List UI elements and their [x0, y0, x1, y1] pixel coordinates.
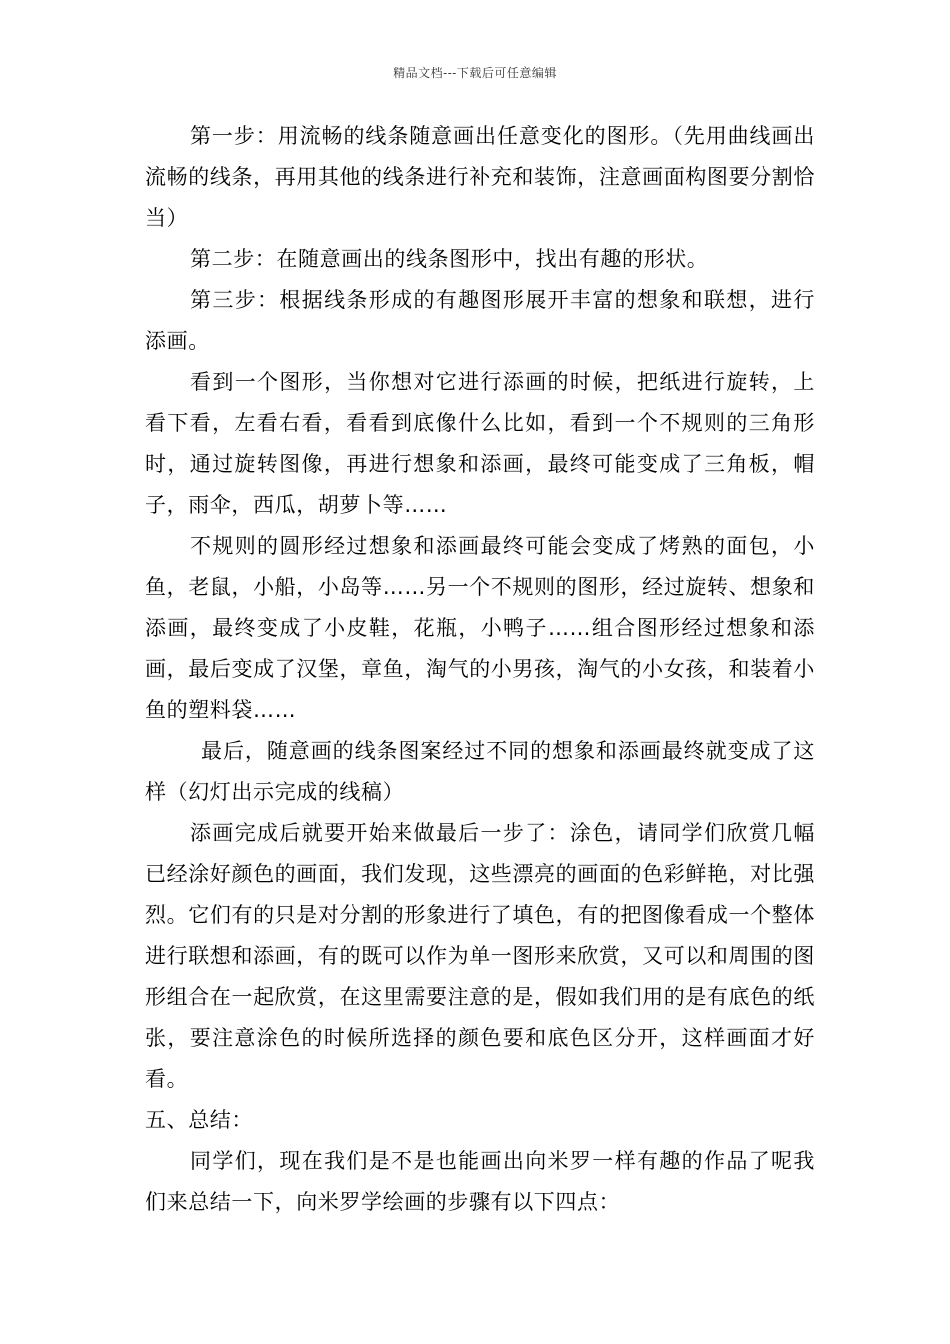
paragraph-rotate-example: 看到一个图形，当你想对它进行添画的时候，把纸进行旋转，上看下看，左看右看，看看到底像什么比如，看到一个不规则的三角形时，通过旋转图像，再进行想象和添画，最终可能变成了三角板，帽子，雨伞，西瓜，胡萝卜等…… — [145, 370, 815, 517]
paragraph-summary: 同学们，现在我们是不是也能画出向米罗一样有趣的作品了呢我们来总结一下，向米罗学绘画的步骤有以下四点： — [145, 1149, 815, 1214]
paragraph-step-three: 第三步：根据线条形成的有趣图形展开丰富的想象和联想，进行添画。 — [145, 288, 815, 353]
page-header: 精品文档---下载后可任意编辑 — [393, 66, 557, 80]
paragraph-irregular-shapes: 不规则的圆形经过想象和添画最终可能会变成了烤熟的面包，小鱼，老鼠，小船，小岛等……另一个不规则的图形，经过旋转、想象和添画，最终变成了小皮鞋，花瓶，小鸭子……组合图形经过想象和添画，最后变成了汉堡，章鱼，淘气的小男孩，淘气的小女孩，和装着小鱼的塑料袋…… — [145, 534, 815, 722]
paragraph-final-result: 最后，随意画的线条图案经过不同的想象和添画最终就变成了这样（幻灯出示完成的线稿） — [145, 739, 815, 804]
document-body — [145, 116, 815, 1223]
section-heading-summary: 五、总结： — [145, 1108, 253, 1132]
paragraph-step-two: 第二步：在随意画出的线条图形中，找出有趣的形状。 — [190, 247, 709, 271]
paragraph-step-one: 第一步：用流畅的线条随意画出任意变化的图形。（先用曲线画出流畅的线条，再用其他的线条进行补充和装饰，注意画面构图要分割恰当） — [145, 124, 815, 230]
paragraph-coloring: 添画完成后就要开始来做最后一步了：涂色，请同学们欣赏几幅已经涂好颜色的画面，我们发现，这些漂亮的画面的色彩鲜艳，对比强烈。它们有的只是对分割的形象进行了填色，有的把图像看成一个整体进行联想和添画，有的既可以作为单一图形来欣赏，又可以和周围的图形组合在一起欣赏，在这里需要注意的是，假如我们用的是有底色的纸张，要注意涂色的时候所选择的颜色要和底色区分开，这样画面才好看。 — [145, 821, 815, 1091]
